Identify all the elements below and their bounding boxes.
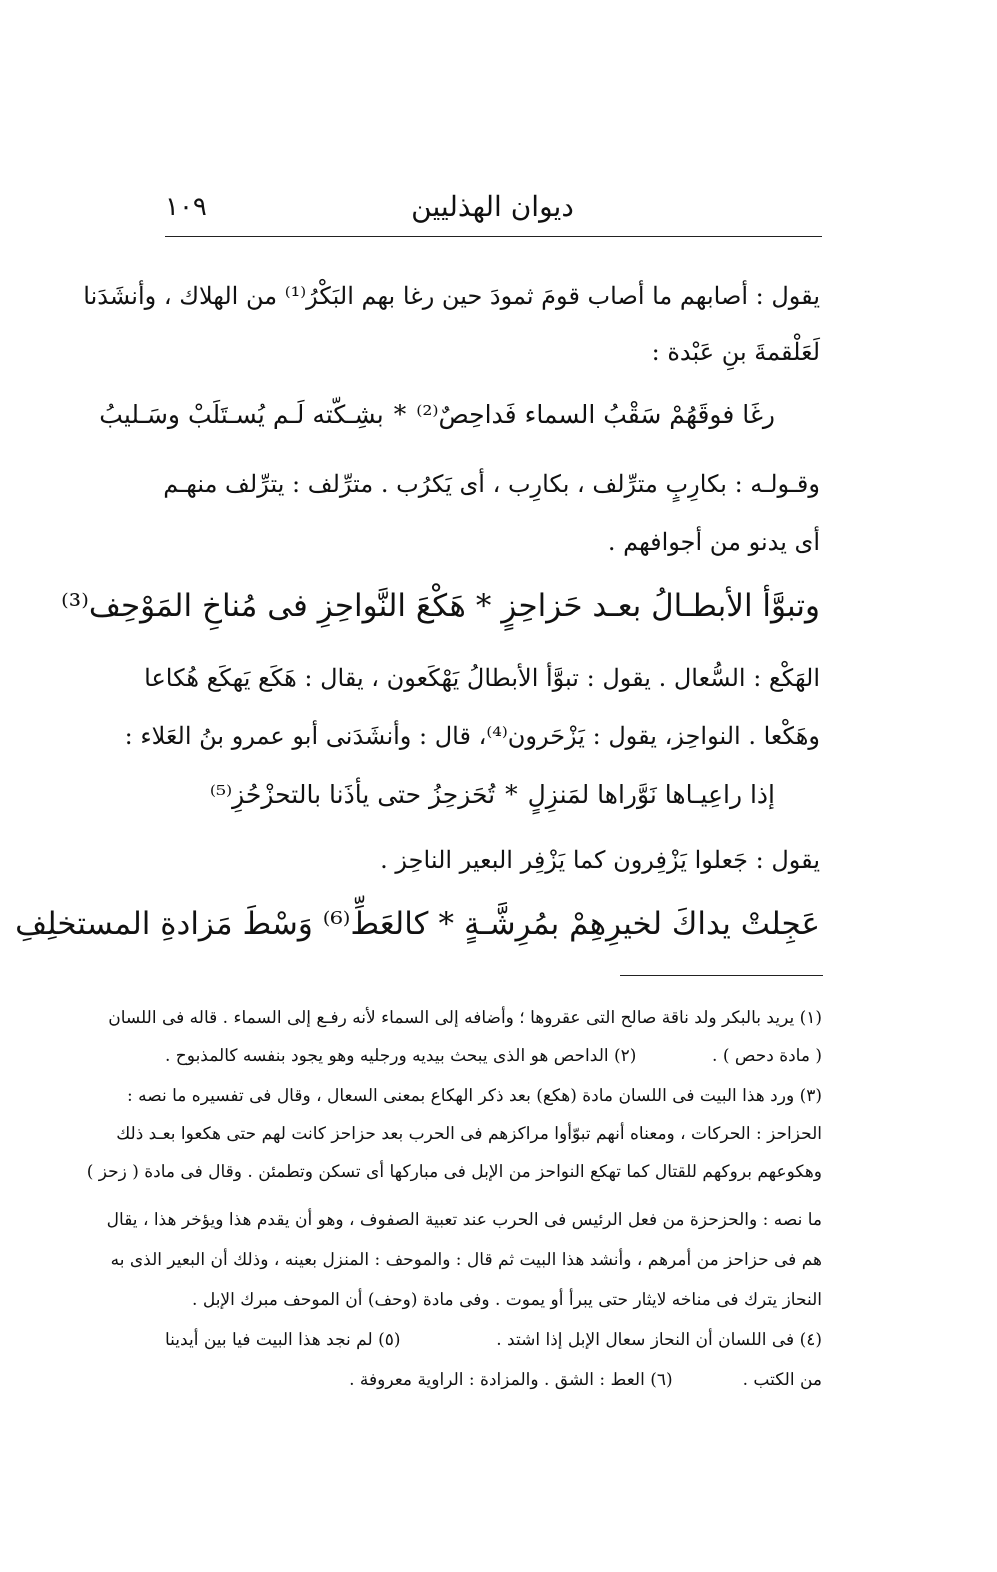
footnote-line [165,1330,822,1350]
verse-first-hemistich: إذا راعِيـاها نَوَّراها لمَنزِلٍ [527,780,775,809]
verse-separator: * [438,906,454,942]
verse-first-hemistich: وتبوَّأ الأبطـالُ بعـد حَزاحِزٍ [501,588,820,624]
body-text-line: الهَكْع : السُّعال . يقول : تبوَّأ الأبطالُ يَهْكَعون ، يقال : هَكَع يَهكَع هُكاعا [144,664,820,692]
footnote-4: (٤) فى اللسان أن النحاز سعال الإبل إذا اشتد . [496,1330,822,1350]
footnote-line: الحزاحز : الحركات ، ومعناه أنهم تبوّأوا مراكزهم فى الحرب بعد حزاحز كانت لهم حتى هكعوا بعـد ذلك [116,1124,822,1144]
footnote-line: ما نصه : والحزحزة من فعل الرئيس فى الحرب عند تعبية الصفوف ، وهو أن يقدم هذا ويؤخر هذا ، يقال [106,1210,822,1230]
body-text-line: يقول : جَعلوا يَزْفِرون كما يَزْفِر البعير الناحِز . [380,846,820,874]
footnote-6: (٦) العط : الشق . والمزادة : الراوية معروفة . [349,1370,673,1390]
footnote-line: وهكوعهم بروكهم للقتال كما تهكع النواحز من الإبل فى مباركها أى تسكن وتطمئن . وقال فى مادة ( زحز ) [86,1162,822,1182]
body-text-line: أى يدنو من أجوافهم . [607,528,820,556]
footnote-line: (٣) ورد هذا البيت فى اللسان مادة (هكع) بعد ذكر الهكاع بمعنى السعال ، وقال فى تفسيره ما نصه : [126,1086,822,1106]
body-text-line: وهَكْعا . النواحِز، يقول : يَزْحَرون⁽⁴⁾، قال : وأنشَدَنى أبو عمرو بنُ العَلاء : [124,722,820,750]
verse-second-hemistich: بشِـكّته لَـم يُسـتَلَبْ وسَـليبُ [99,400,384,429]
footnote-5-end: من الكتب . [742,1370,822,1390]
page-header [165,190,820,234]
verse-second-hemistich: هَكْعَ النَّواحِزِ فى مُناخِ المَوْحِف⁽³⁾ [61,588,466,624]
body-text-line: وقـولـه : بكارِبٍ مترِّلف ، بكارِب ، أى يَكرُب . مترِّلف : يترِّلف منهـم [163,470,820,498]
verse-line [15,906,820,942]
footnote-line: (١) يريد بالبكر ولد ناقة صالح التى عقروها ؛ وأضافه إلى السماء لأنه رفـع إلى السماء . قاله فى اللسان [108,1008,822,1028]
verse-separator: * [393,400,407,429]
page-number: ١٠٩ [165,192,207,222]
verse-separator: * [505,780,518,809]
verse-first-hemistich: رغَا فوقَهُمْ سَقْبُ السماء فَداحِصٌ⁽²⁾ [416,400,775,429]
verse-line [165,780,820,809]
verse-line [99,400,820,429]
footnote-line [165,1046,822,1066]
footnote-2: (٢) الداحص هو الذى يبحث بيديه ورجليه وهو يجود بنفسه كالمذبوح . [165,1046,637,1066]
footnote-divider [620,975,823,976]
body-text-line: يقول : أصابهم ما أصاب قومَ ثمودَ حين رغا بهم البَكْرُ⁽¹⁾ من الهلاك ، وأنشَدَنا [83,282,820,310]
footnote-line [165,1370,822,1390]
verse-second-hemistich: كالعَطِّ⁽⁶⁾ وَسْطَ مَزادةِ المستخلِفِ [15,906,429,942]
verse-separator: * [475,588,492,624]
verse-second-hemistich: تُحَزحِزُ حتى يأذَنا بالتحزْحُزِ⁽⁵⁾ [209,780,496,809]
header-divider [165,236,822,237]
footnote-line: هم فى حزاحز من أمرهم ، وأنشد هذا البيت ثم قال : والموحف : المنزل بعينه ، وذلك أن البعير الذى به [110,1250,822,1270]
footnote-5: (٥) لم نجد هذا البيت فيا بين أيدينا [165,1330,401,1350]
body-text-line: لَعَلْقمةَ بنِ عَبْدة : [651,338,820,366]
verse-line [61,588,820,624]
running-title: ديوان الهذليين [411,190,574,223]
footnote-1-end: ( مادة دحص ) . [712,1046,822,1066]
verse-first-hemistich: عَجِلتْ يداكَ لخيرِهِمْ بمُرِشَّـةٍ [463,906,820,942]
footnote-line: النحاز يترك فى مناخه لايثار حتى يبرأ أو يموت . وفى مادة (وحف) أن الموحف مبرك الإبل . [192,1290,822,1310]
